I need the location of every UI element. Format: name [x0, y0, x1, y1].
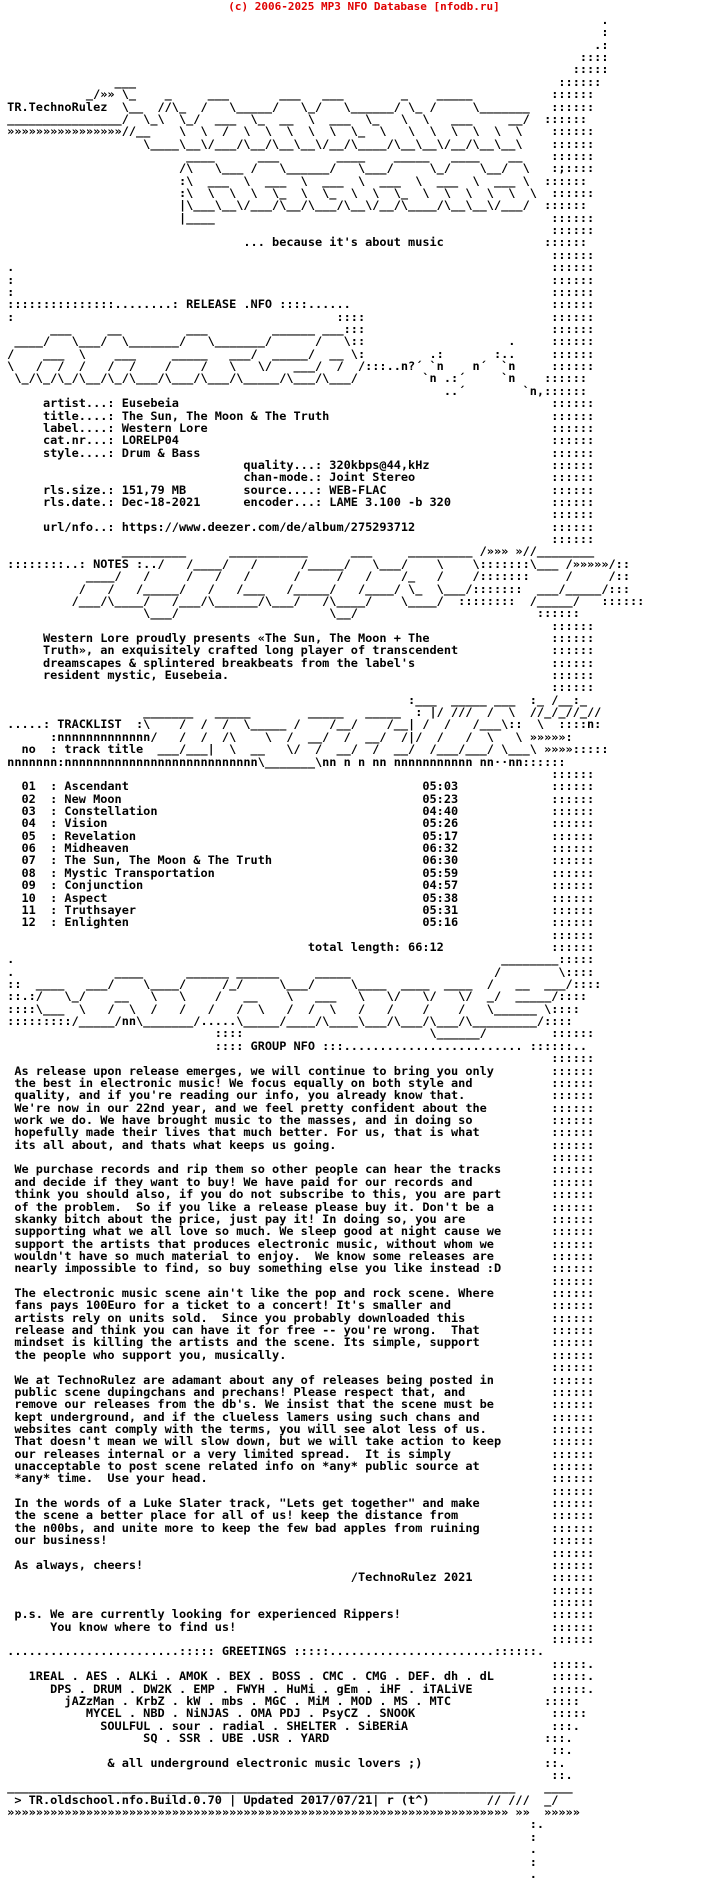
page-header: [0, 0, 728, 14]
copyright-link[interactable]: (c) 2006-2025 MP3 NFO Database [nfodb.ru]: [228, 0, 500, 13]
nfo-ascii-text: . : .: :::: ::::: ___ :::::: _/»» \_ _ ___ ___ ___ _ _____ :::::: TR.TechnoRulez \__ //\_ / \_____/ \_/ \______/ \_ / \_______ :::::: ________________/ \_\ \_/ ___ \_ __ \ ___ \_ \ \ ___ __/ :::::: »»»»»»»»»»»»»»»»//__ \ \ / \ \ \ \ \ \_ \ \ \ \ \ \ \ :::::: \____\__\/___/\__/\__\__\/__/\____/\__\__\/__/\__\__\ :::::: ____ ___ ____ _____ ____ __ :::::: /\ \___ / \______/ \___/ \_/ \__/ \ :;:::: :\ ___ \ ___ \ ___ \ ___ \ ___ \ ___ \ :::::: :\ \ \ \ \_ \ \_ \ \ \_ \ \ \ \ \ \ :::::: |\___\__\/___/\__/\___/\__\/__/\____/\__\__\/___/ :::::: |____ :::::: :::::: ... because it's about music :::::: :::::: . :::::: : :::::: : :::::: :::::::::::::::........: RELEASE .NFO ::::...... :::::: : :::: :::::: ___ __ ___ ______ ___::: :::::: ____/ \___/ \_______/ \_______/ / \:: . :::::: / ___ \ ___ _____ ___/ _____/ __ \: .: :.. :::::: \ / / / / / / / \ \/ ___/ / /:::..n?´ `n n´ `n :::::: \_/\_/\_/\__/\_/\___/\___/\___/\_____/\___/\___/ `n .:´ `n :::::: ..´ `n,:::::: artist...: Eusebeia :::::: title....: The Sun, The Moon & The Truth :::::: label....: Western Lore :::::: cat.nr...: LORELP04 :::::: style....: Drum & Bass :::::: quality...: 320kbps@44,kHz :::::: chan-mode.: Joint Stereo :::::: rls.size.: 151,79 MB source....: WEB-FLAC :::::: rls.date.: Dec-18-2021 encoder...: LAME 3.100 -b 320 :::::: :::::: url/nfo..: https://www.deezer.com/de/album/275293712 :::::: :::::: _________ ___________ ___ _________ /»»» »//________ ::::::::..: NOTES :../ /____/ / /_____/ \___/ \ \:::::::\___ /»»»»»/:: ____/ / / / / / / / /_ / /::::::: / /:: / / /_____/ / /___ /_____/ /____/ \_ \___/::::::: ___/_____/::: /___/\____/ /___/\______/\___/ /\____/ \____/ :::::::: /_____/ :::::: \___/ \__/ :::::: :::::: Western Lore proudly presents «The Sun, The Moon + The :::::: Truth», an exquisitely crafted long player of transcendent :::::: dreamscapes & splintered breakbeats from the label's :::::: resident mystic, Eusebeia. :::::: :::::: :___ _____ ___ :_ /__:_ _______ _____ _____ _____ : |/ /// / \ //_/_//_// .....: TRACKLIST :\ / / / \_____ / /__/ /__| / / /___\:: \ ::::n: :nnnnnnnnnnnnn/ / / /\ \ / __/ / __/ /|/ / / \ \ »»»»»: no : track title ___/___| \ __ \/ / __/ / __/ /___/___/ \___\ »»»»::::: nnnnnnn:nnnnnnnnnnnnnnnnnnnnnnnnnnn\_______\nn n n nn nnnnnnnnnnn nn··nn:::::: :::::: 01 : Ascendant 05:03 :::::: 02 : New Moon 05:23 :::::: 03 : Constellation 04:40 :::::: 04 : Vision 05:26 :::::: 05 : Revelation 05:17 :::::: 06 : Midheaven 06:32 :::::: 07 : The Sun, The Moon & The Truth 06:30 :::::: 08 : Mystic Transportation 05:59 :::::: 09 : Conjunction 04:57 :::::: 10 : Aspect 05:38 :::::: 11 : Truthsayer 05:31 :::::: 12 : Enlighten 05:16 :::::: :::::: total length: 66:12 :::::: . ________::::: . ____ ______ ______ _____ / \:::: :: ____ ___/ \____/ /_/ \___/ \____ ____ ____ / __ ___/:::: ::.:/ \_/ __ \ \ / __ \ ___ \ \/ \/ \/ _/ _____/:::: ::::\___ \ / \ / / / / \ / / \ / / / / \______ \:::: :::::::::/_____/nn\_______/.....\_____/____/\____\___/\___/\___/\_________/:::: :::: \______/ :::::: :::: GROUP NFO :::......................... ::::::.. :::::: As release upon release emerges, we will continue to bring you only :::::: the best in electronic music! We focus equally on both style and :::::: quality, and if you're reading our info, you already know that. :::::: We're now in our 22nd year, and we feel pretty confident about the :::::: work we do. We have brought music to the masses, and in doing so :::::: hopefully made their lives that much better. For us, that is what :::::: its all about, and thats what keeps us going. :::::: :::::: We purchase records and rip them so other people can hear the tracks :::::: and decide if they want to buy! We have paid for our records and :::::: think you should also, if you do not subscribe to this, you are part :::::: of the problem. So if you like a release please buy it. Don't be a :::::: skanky bitch about the price, just pay it! In doing so, you are :::::: supporting what we all love so much. We sleep good at night cause we :::::: support the artists that produces electronic music, without whom we :::::: wouldn't have so much material to enjoy. We know some releases are :::::: nearly impossible to find, so buy something else you like instead :D :::::: :::::: The electronic music scene ain't like the pop and rock scene. Where :::::: fans pays 100Euro for a ticket to a concert! It's smaller and :::::: artists rely on units sold. Since you probably downloaded this :::::: release and think you can have it for free -- you're wrong. That :::::: mindset is killing the artists and the scene. Its simple, support :::::: the people who support you, musically. :::::: :::::: We at TechnoRulez are adamant about any of releases being posted in :::::: public scene dupingchans and prechans! Please respect that, and :::::: remove our releases from the db's. We insist that the scene must be :::::: kept underground, and if the clueless lamers using such chans and :::::: websites cant comply with the terms, you will see alot less of us. :::::: That doesn't mean we will slow down, but we will take action to keep :::::: our releases internal or a very limited spread. It is simply :::::: unacceptable to post scene related info on *any* public source at :::::: *any* time. Use your head. :::::: :::::: In the words of a Luke Slater track, "Lets get together" and make :::::: the scene a better place for all of us! keep the distance from :::::: the n00bs, and unite more to keep the few bad apples from ruining :::::: our business! :::::: :::::: As always, cheers! :::::: /TechnoRulez 2021 :::::: :::::: :::::: p.s. We are currently looking for experienced Rippers! :::::: You know where to find us! :::::: :::::: ........................::::: GREETINGS :::::.......................::::::. :::::. 1REAL . AES . ALKi . AMOK . BEX . BOSS . CMC . CMG . DEF. dh . dL :::::. DPS . DRUM . DW2K . EMP . FWYH . HuMi . gEm . iHF . iTALiVE :::::. jAZzMan . KrbZ . kW . mbs . MGC . MiM . MOD . MS . MTC ::::: MYCEL . NBD . NiNJAS . OMA PDJ . PsyCZ . SNOOK ::::: SOULFUL . sour . radial . SHELTER . SiBERiA :::. SQ . SSR . UBE .USR . YARD :::. ::. & all underground electronic music lovers ;) ::. ::. _______________________________________________________________________ ____ > TR.oldschool.nfo.Build.0.70 | Updated 2017/07/21| r (t^) // /// _/ »»»»»»»»»»»»»»»»»»»»»»»»»»»»»»»»»»»»»»»»»»»»»»»»»»»»»»»»»»»»»»»»»»»»»» »» »»»»» :. : . : .: [7, 14, 645, 1880]
